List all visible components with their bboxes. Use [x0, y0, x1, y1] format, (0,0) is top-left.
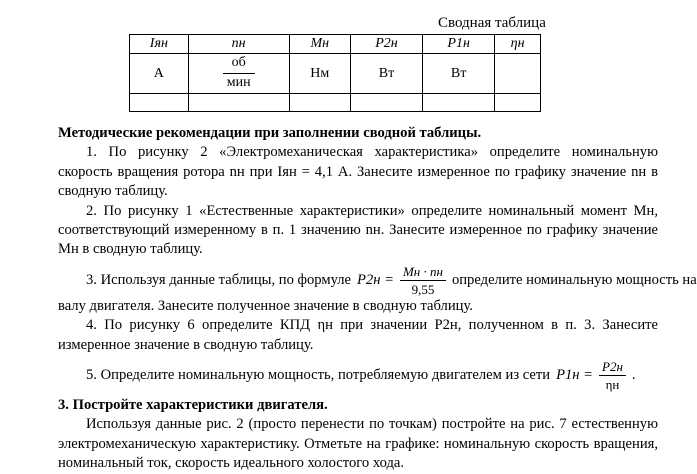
- section-title: Методические рекомендации при заполнении сводной таблицы.: [58, 125, 482, 141]
- paragraph-3-start: 3. Используя данные таблицы, по формуле: [86, 271, 352, 288]
- paragraph-5-end: .: [631, 366, 636, 383]
- formula-p2-numerator: Mн · nн: [400, 264, 446, 281]
- formula-p1-lhs: P1н =: [556, 366, 594, 383]
- unit-cell-fraction: [188, 54, 289, 94]
- formula-p2-denominator: 9,55: [411, 281, 435, 297]
- paragraph-2: 2. По рисунку 1 «Естественные характеристики» определите номинальный момент Mн, соответствующий измеренному в п. 1 значению nн. Занесите измеренное по графику значение Mн в сводную таблицу.: [58, 202, 658, 258]
- formula-p1-numerator: P2н: [599, 359, 626, 376]
- value-cell: [423, 94, 495, 112]
- instructions: [58, 124, 697, 474]
- header-cell: Iян: [130, 35, 189, 54]
- unit-cell: Вт: [423, 54, 495, 94]
- unit-cell: [495, 54, 541, 94]
- unit-cell: Нм: [289, 54, 350, 94]
- value-cell: [130, 94, 189, 112]
- paragraph-3-end: валу двигателя. Занесите полученное значение в сводную таблицу.: [58, 297, 473, 314]
- paragraph-1: 1. По рисунку 2 «Электромеханическая характеристика» определите номинальную скорость вращения ротора nн при Iян = 4,1 А. Занесите измеренное по графику значение nн в сводную таблицу.: [58, 144, 658, 200]
- formula-p2-fraction: [400, 264, 446, 297]
- unit-fraction-denominator: мин: [226, 75, 251, 90]
- formula-p2-lhs: P2н =: [357, 271, 394, 288]
- paragraph-4: 4. По рисунку 6 определите КПД ηн при значении P2н, полученном в п. 3. Занесите измеренное значение в сводную таблицу.: [58, 317, 658, 353]
- paragraph-3-formula-line: [58, 263, 697, 297]
- unit-fraction: [223, 56, 255, 90]
- header-cell: Mн: [289, 35, 350, 54]
- table-value-row: [130, 94, 541, 112]
- paragraph-3-mid: определите номинальную мощность на: [451, 271, 697, 288]
- table-caption: Сводная таблица: [438, 15, 546, 31]
- value-cell: [350, 94, 422, 112]
- formula-p1-fraction: [599, 359, 626, 392]
- unit-cell: Вт: [350, 54, 422, 94]
- formula-p1-denominator: ηн: [605, 377, 620, 393]
- summary-table: [129, 34, 541, 112]
- paragraph-5-formula-line: [58, 359, 658, 392]
- header-cell: P2н: [350, 35, 422, 54]
- section-title-2: 3. Постройте характеристики двигателя.: [58, 397, 328, 414]
- table-header-row: [130, 35, 541, 54]
- value-cell: [495, 94, 541, 112]
- unit-fraction-numerator: об: [223, 56, 255, 74]
- paragraph-6: Используя данные рис. 2 (просто перенести по точкам) постройте на рис. 7 естественную электромеханическую характеристику. Отметьте на графике: номинальную скорость вращения, номинальный ток, скорость идеального холостого хода.: [58, 416, 658, 472]
- value-cell: [188, 94, 289, 112]
- table-units-row: [130, 54, 541, 94]
- paragraph-5-start: 5. Определите номинальную мощность, потребляемую двигателем из сети: [86, 366, 551, 383]
- value-cell: [289, 94, 350, 112]
- header-cell: nн: [188, 35, 289, 54]
- header-cell: P1н: [423, 35, 495, 54]
- unit-cell: А: [130, 54, 189, 94]
- header-cell: ηн: [495, 35, 541, 54]
